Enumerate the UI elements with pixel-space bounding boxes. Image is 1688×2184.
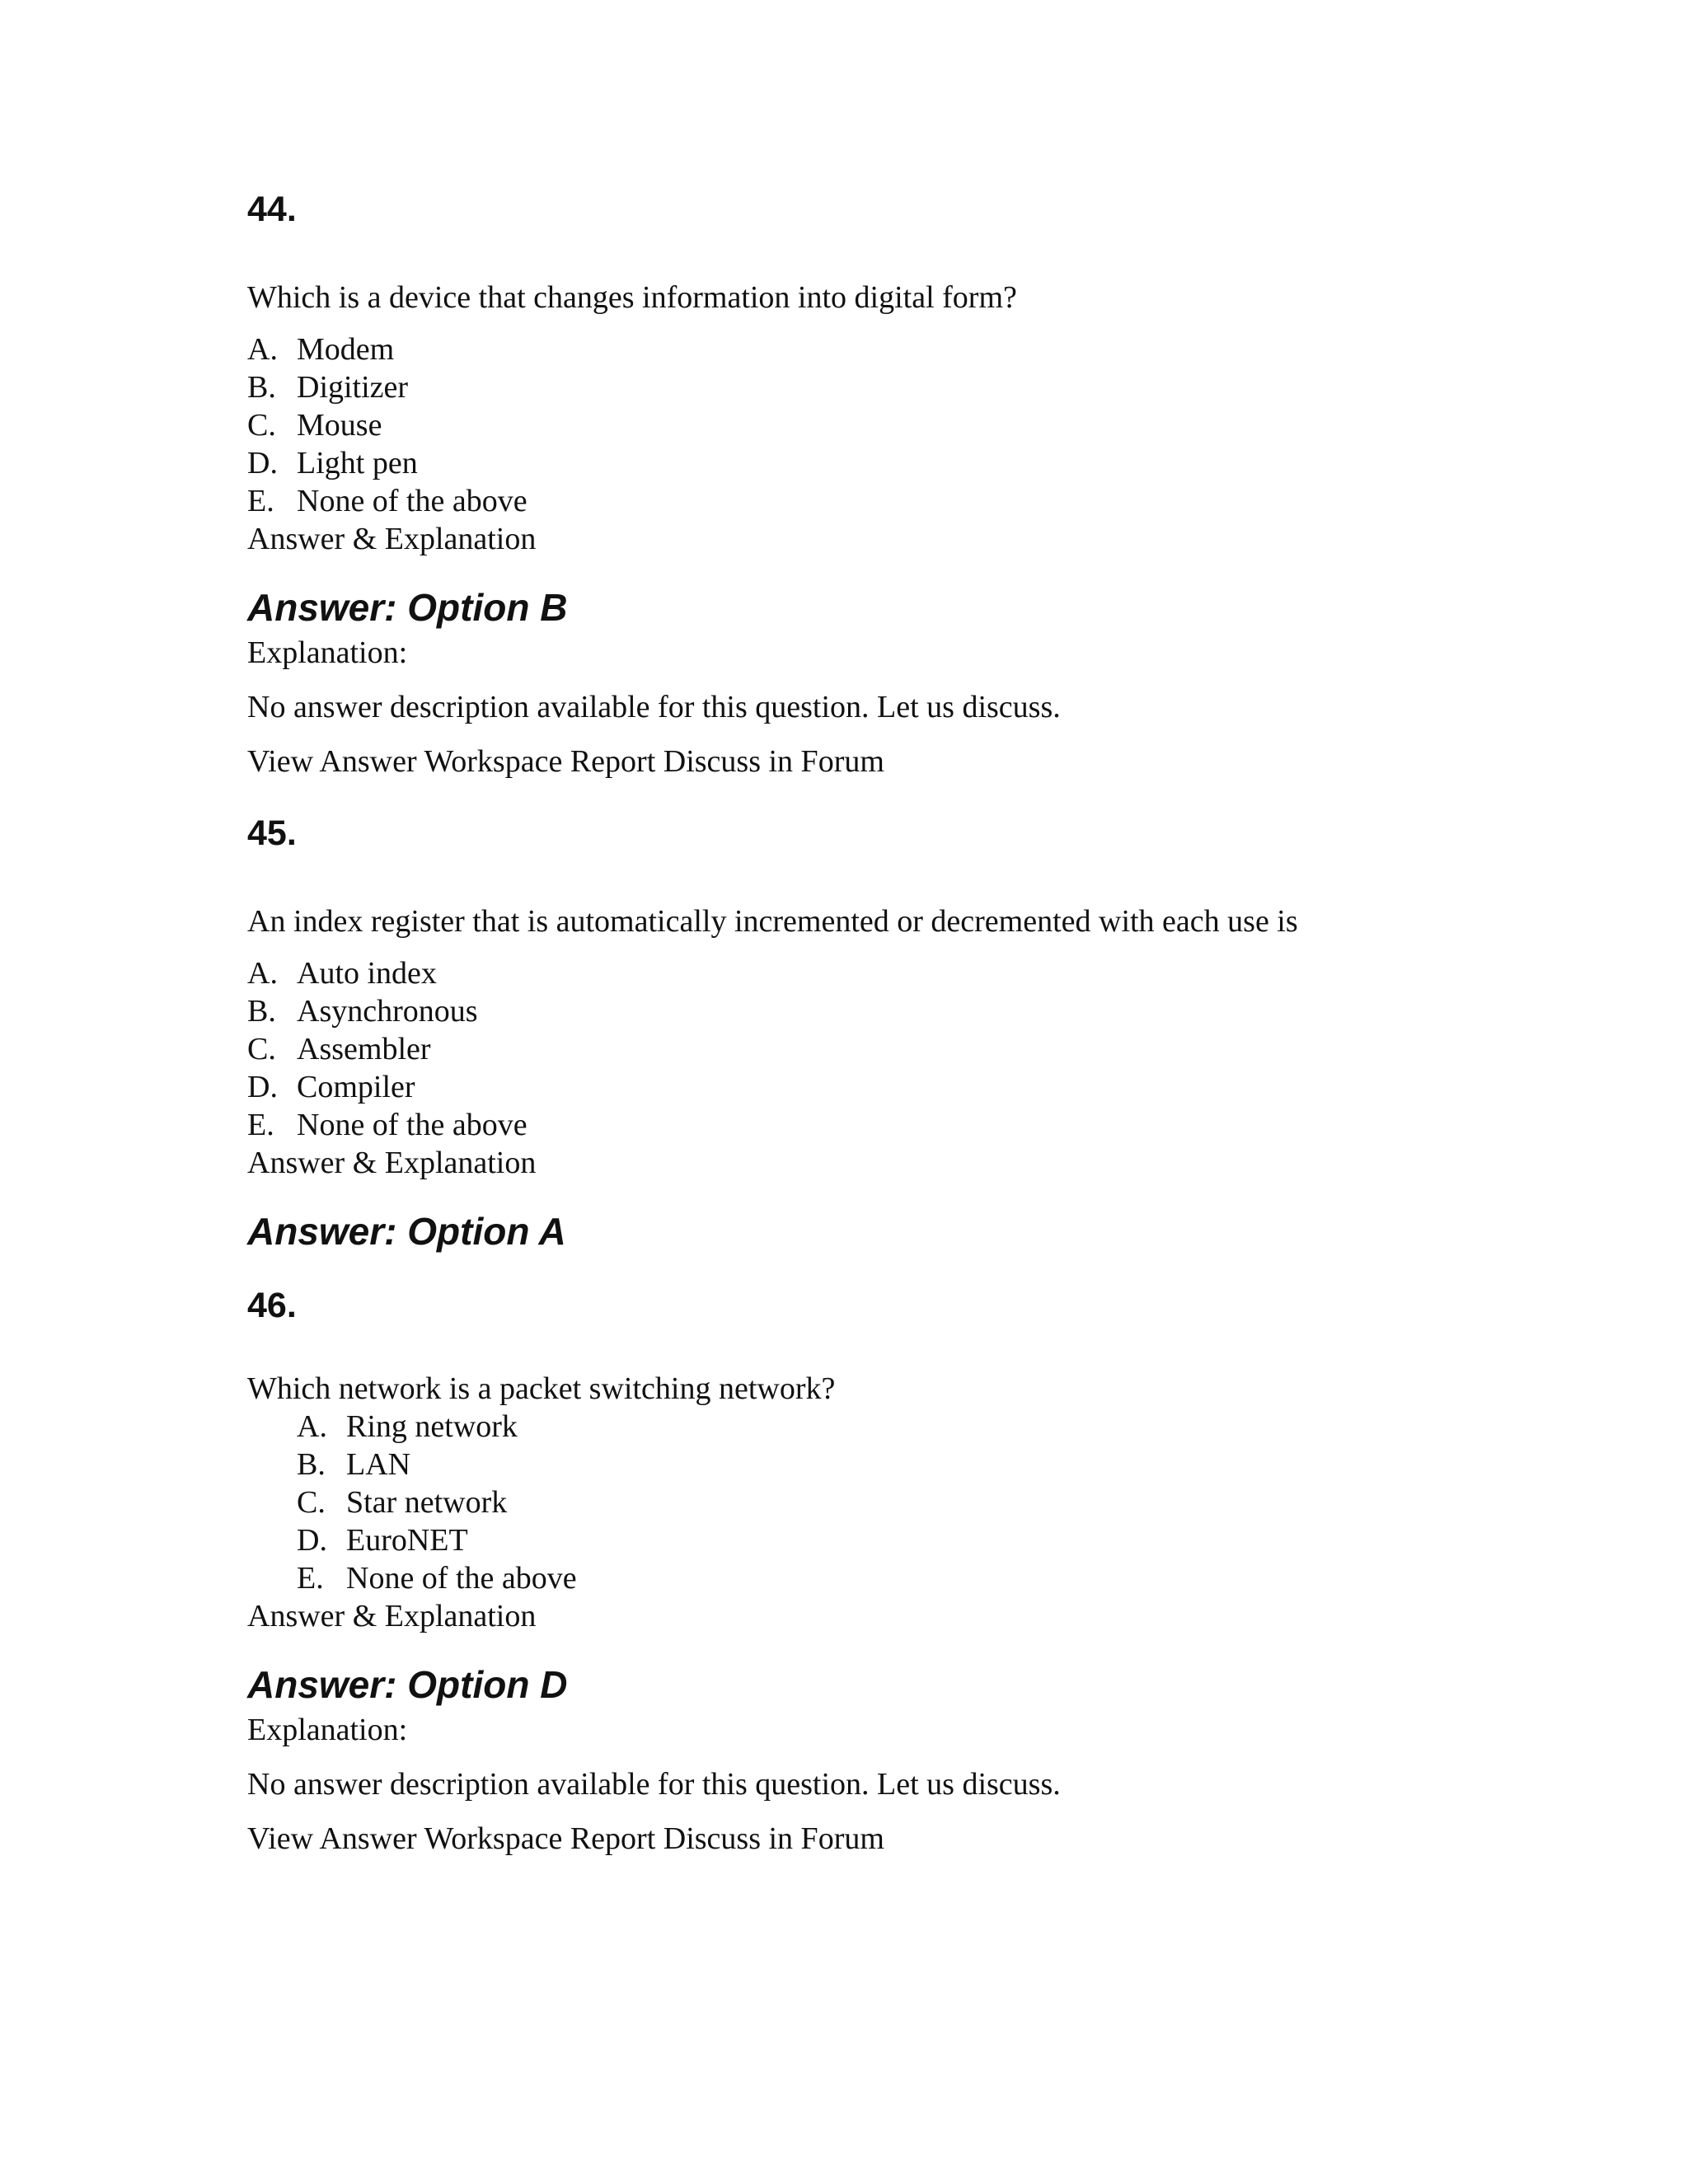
option-text: Light pen <box>297 446 418 480</box>
option-letter: A. <box>247 956 278 991</box>
action-links <box>247 1820 1566 1858</box>
option-text: LAN <box>346 1447 411 1482</box>
option-text: EuroNET <box>346 1523 468 1558</box>
option-text: Mouse <box>297 408 382 443</box>
option-letter: E. <box>247 484 274 518</box>
question-number: 46. <box>247 1286 297 1325</box>
report-link[interactable]: Report <box>570 1821 656 1856</box>
options-list <box>247 1408 1566 1597</box>
answer-explanation-link[interactable]: Answer & Explanation <box>247 1599 537 1633</box>
explanation-text: No answer description available for this question. Let us discuss. <box>247 690 1061 724</box>
option-b[interactable] <box>297 1446 1566 1483</box>
option-text: Compiler <box>297 1070 415 1104</box>
option-text: Ring network <box>346 1409 518 1444</box>
discuss-in-forum-link[interactable]: Discuss in Forum <box>663 1821 884 1856</box>
option-c[interactable] <box>247 1030 1566 1068</box>
quiz-page <box>247 188 1566 1858</box>
option-text: None of the above <box>346 1561 577 1596</box>
option-letter: B. <box>247 370 276 405</box>
option-letter: C. <box>297 1485 326 1520</box>
options-list <box>247 330 1566 520</box>
option-letter: E. <box>297 1561 324 1596</box>
option-letter: C. <box>247 408 276 443</box>
option-a[interactable] <box>297 1408 1566 1446</box>
option-text: Asynchronous <box>297 994 478 1029</box>
option-text: Star network <box>346 1485 508 1520</box>
workspace-link[interactable]: Workspace <box>424 744 563 779</box>
question-number: 45. <box>247 813 297 853</box>
option-letter: B. <box>247 994 276 1029</box>
option-d[interactable] <box>297 1521 1566 1559</box>
question-text: Which is a device that changes information into digital form? <box>247 280 1017 315</box>
option-text: Assembler <box>297 1032 431 1066</box>
option-e[interactable] <box>247 482 1566 520</box>
answer-heading: Answer: Option A <box>247 1210 566 1253</box>
option-b[interactable] <box>247 992 1566 1030</box>
option-e[interactable] <box>297 1559 1566 1597</box>
answer-heading: Answer: Option B <box>247 586 568 629</box>
question-text: Which network is a packet switching network? <box>247 1371 836 1406</box>
option-a[interactable] <box>247 954 1566 992</box>
question-block-46 <box>247 1284 1566 1858</box>
option-d[interactable] <box>247 1068 1566 1106</box>
option-letter: A. <box>247 332 278 367</box>
option-text: None of the above <box>297 484 528 518</box>
explanation-label: Explanation: <box>247 635 408 670</box>
option-a[interactable] <box>247 330 1566 368</box>
workspace-link[interactable]: Workspace <box>424 1821 563 1856</box>
question-number: 44. <box>247 190 297 229</box>
question-text: An index register that is automatically incremented or decremented with each use is <box>247 904 1298 939</box>
discuss-in-forum-link[interactable]: Discuss in Forum <box>663 744 884 779</box>
option-letter: C. <box>247 1032 276 1066</box>
option-text: Modem <box>297 332 395 367</box>
explanation-text: No answer description available for this question. Let us discuss. <box>247 1767 1061 1802</box>
option-letter: E. <box>247 1108 274 1142</box>
option-text: Auto index <box>297 956 437 991</box>
option-c[interactable] <box>247 406 1566 444</box>
report-link[interactable]: Report <box>570 744 656 779</box>
option-letter: B. <box>297 1447 326 1482</box>
action-links <box>247 743 1566 780</box>
answer-explanation-link[interactable]: Answer & Explanation <box>247 1146 537 1180</box>
option-letter: D. <box>247 446 278 480</box>
explanation-label: Explanation: <box>247 1713 408 1747</box>
view-answer-link[interactable]: View Answer <box>247 1821 417 1856</box>
answer-explanation-link[interactable]: Answer & Explanation <box>247 522 537 556</box>
option-d[interactable] <box>247 444 1566 482</box>
option-c[interactable] <box>297 1483 1566 1521</box>
option-text: None of the above <box>297 1108 528 1142</box>
question-block-44 <box>247 188 1566 780</box>
answer-heading: Answer: Option D <box>247 1663 568 1706</box>
option-e[interactable] <box>247 1106 1566 1144</box>
option-b[interactable] <box>247 368 1566 406</box>
options-list <box>247 954 1566 1144</box>
view-answer-link[interactable]: View Answer <box>247 744 417 779</box>
option-letter: D. <box>297 1523 327 1558</box>
question-block-45 <box>247 812 1566 1254</box>
option-letter: D. <box>247 1070 278 1104</box>
option-letter: A. <box>297 1409 327 1444</box>
option-text: Digitizer <box>297 370 409 405</box>
